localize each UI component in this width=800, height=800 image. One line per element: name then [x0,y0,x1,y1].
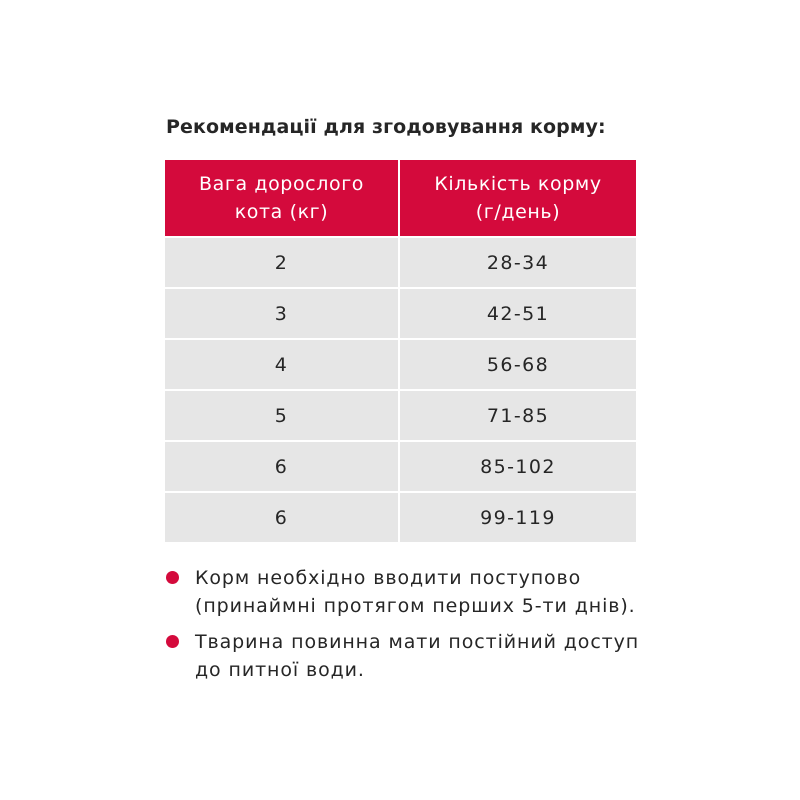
table-header [165,160,636,237]
cell-food-amount: 85-102 [399,441,636,492]
cell-food-amount: 99-119 [399,492,636,542]
header-food-amount: Кількість корму (г/день) [399,160,636,237]
cell-cat-weight: 5 [165,390,399,441]
table-row [165,492,636,542]
bullet-dot-icon [166,635,179,648]
table-row [165,339,636,390]
page-title: Рекомендації для згодовування корму: [166,116,606,138]
cell-food-amount: 56-68 [399,339,636,390]
note-text: Корм необхідно вводити поступово (принаймні протягом перших 5-ти днів). [195,567,636,617]
notes-list [166,564,646,692]
cell-cat-weight: 4 [165,339,399,390]
cell-cat-weight: 2 [165,237,399,288]
note-item [166,564,646,620]
cell-food-amount: 42-51 [399,288,636,339]
table-body [165,237,636,542]
bullet-dot-icon [166,571,179,584]
note-item [166,628,646,684]
table-row [165,237,636,288]
cell-food-amount: 28-34 [399,237,636,288]
cell-food-amount: 71-85 [399,390,636,441]
feeding-table [165,160,636,542]
cell-cat-weight: 6 [165,492,399,542]
table-header-row [165,160,636,237]
table-row [165,441,636,492]
table-row [165,288,636,339]
note-text: Тварина повинна мати постійний доступ до питної води. [195,631,640,681]
cell-cat-weight: 3 [165,288,399,339]
header-cat-weight: Вага дорослого кота (кг) [165,160,399,237]
table-row [165,390,636,441]
cell-cat-weight: 6 [165,441,399,492]
